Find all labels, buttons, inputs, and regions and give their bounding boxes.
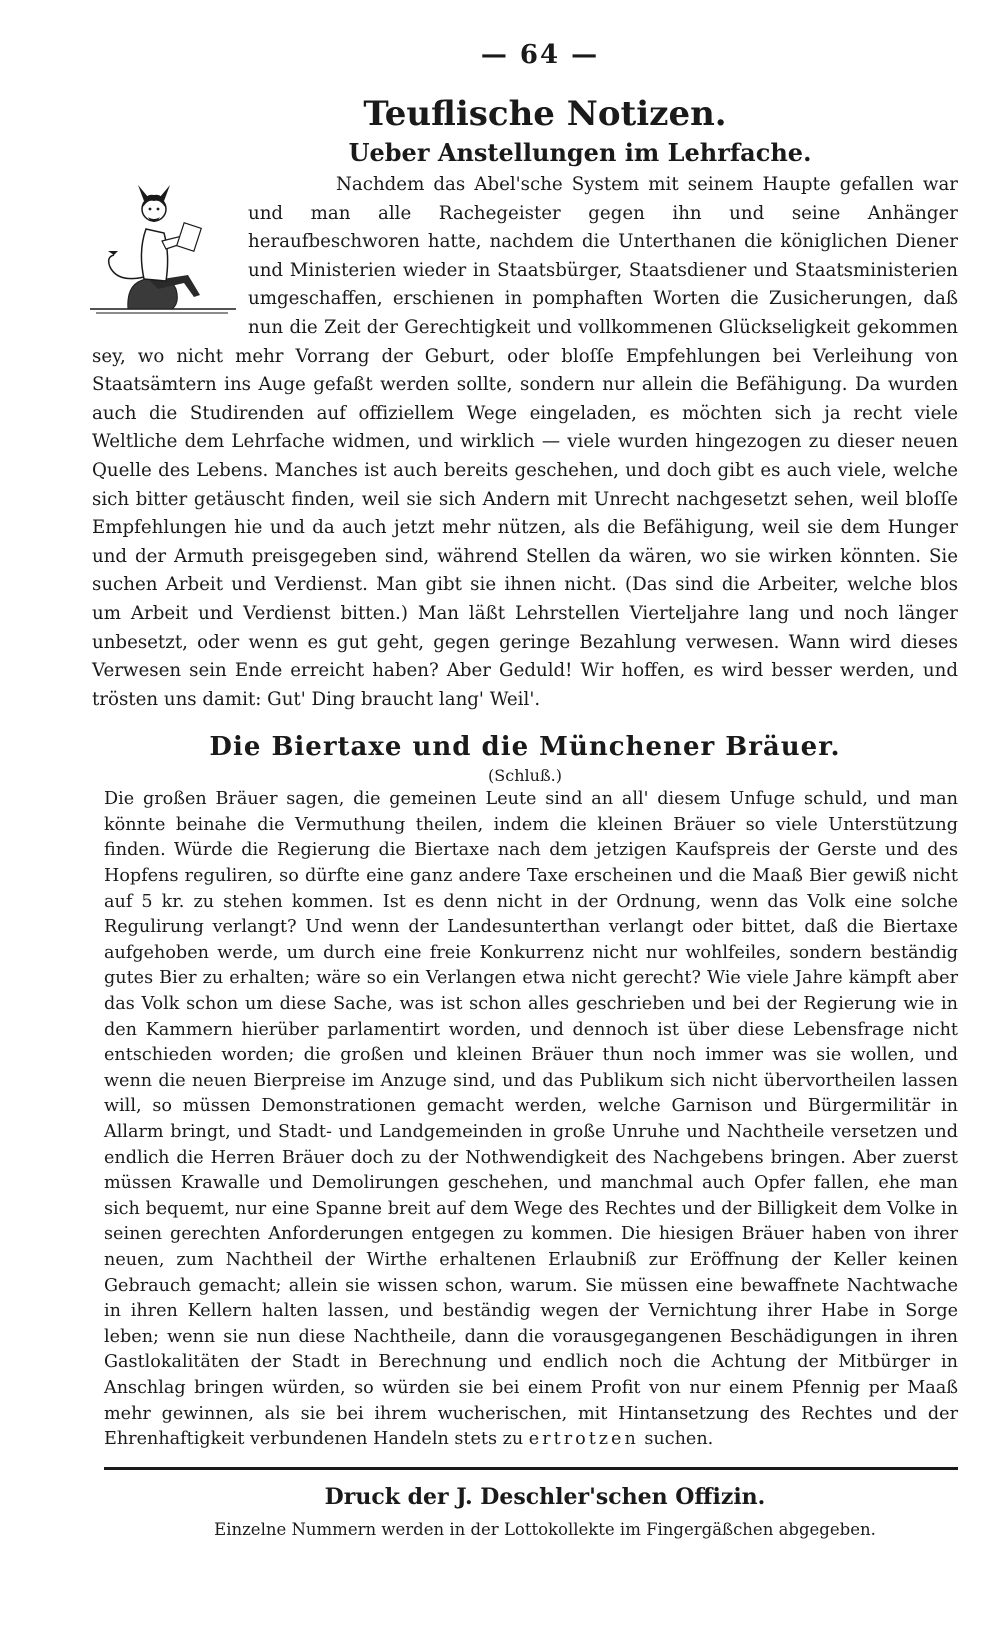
article-body-end: suchen.: [638, 1429, 714, 1450]
article-subtitle: Ueber Anstellungen im Lehrfache.: [348, 138, 812, 167]
article-note: (Schluß.): [488, 766, 562, 786]
devil-illustration: [88, 171, 238, 316]
distribution-notice: Einzelne Nummern werden in der Lottokollekte im Fingergäßchen abgegeben.: [214, 1519, 876, 1539]
section-title: Teuflische Notizen.: [363, 94, 727, 134]
article-body-lead: Die großen Bräuer sagen, die gemeinen Leute sind an all' diesem Unfuge schuld, und man könnte beinahe die Vermuthung theilen, indem die kleinen Bräuer so viele Unterstützung finden. Würde die Regierung die Biertaxe nach dem jetzigen Kaufspreis der Gerste und des Hopfens reguliren, so dürfte eine ganz andere Taxe erscheinen und die Maaß Bier gewiß nicht auf 5 kr. zu stehen kommen. Ist es denn nicht in der Ordnung, wenn das Volk eine solche Regulirung verlangt? Und wenn der Landesunterthan verlangt oder bittet, daß die Biertaxe aufgehoben werde, um durch eine freie Konkurrenz nicht nur wohlfeiles, sondern beständig gutes Bier zu erhalten; wäre so ein Verlangen etwa nicht gerecht? Wie viele Jahre kämpft aber das Volk schon um diese Sache, was ist schon alles geschrieben und bei der Regierung wie in den Kammern hierüber parlamentirt worden, und dennoch ist über diese Lebensfrage nicht entschieden worden; die großen und kleinen Bräuer thun noch immer was sie wollen, und wenn die neuen Bierpreise im Anzuge sind, und das Publikum sich nicht übervortheilen lassen will, so müssen Demonstrationen gemacht werden, welche Garnison und Bürgermilitär in Allarm bringt, und Stadt- und Landgemeinden in große Unruhe und Nachtheile versetzen und endlich die Herren Bräuer doch zu der Nothwendigkeit des Nachgebens bringen. Aber zuerst müssen Krawalle und Demolirungen geschehen, und manchmal auch Opfer fallen, ehe man sich bequemt, nur eine Spanne breit auf dem Wege des Rechtes und der Billigkeit dem Volke in seinen gerechten Anforderungen entgegen zu kommen. Die hiesigen Bräuer haben von ihrer neuen, zum Nachtheil der Wirthe erhaltenen Erlaubniß zur Eröffnung der Keller keinen Gebrauch gemacht; allein sie wissen schon, warum. Sie müssen eine bewaffnete Nachtwache in ihren Kellern halten lassen, und beständig wegen der Vernichtung ihrer Habe in Sorge leben; wenn sie nun diese Nachtheile, dann die vorausgegangenen Beschädigungen in ihren Gastlokalitäten der Stadt in Berechnung und endlich noch die Achtung der Mitbürger in Anschlag bringen würden, so würden sie bei einem Profit von nur einem Pfennig per Maaß mehr gewinnen, als sie bei ihrem wucherischen, mit Hintansetzung des Rechtes und der Ehrenhaftigkeit verbundenen Handeln stets zu: [104, 789, 958, 1450]
imprint: Druck der J. Deschler'schen Offizin.: [324, 1483, 766, 1510]
article-title: Die Biertaxe und die Münchener Bräuer.: [209, 732, 841, 763]
footer-rule: [104, 1467, 958, 1470]
page-number: — 64 —: [480, 40, 600, 70]
article-body-spaced-word: ertrotzen: [528, 1429, 639, 1450]
article-body-second: [92, 787, 958, 1452]
article-body: Nachdem das Abel'sche System mit seinem Haupte gefallen war und man alle Rachegeister gegen ihn und seine Anhänger heraufbeschworen hatte, nachdem die Unterthanen die königlichen Diener und Ministerien wieder in Staatsbürger, Staatsdiener und Staatsministerien umgeschaffen, erschienen in pomphaften Worten die Zusicherungen, daß nun die Zeit der Gerechtigkeit und vollkommenen Glückseligkeit gekommen sey, wo nicht mehr Vorrang der Geburt, oder bloſſe Empfehlungen bei Verleihung von Staatsämtern ins Auge gefaßt werden sollte, sondern nur allein die Befähigung. Da wurden auch die Studirenden auf offiziellem Wege eingeladen, es möchten sich ja recht viele Weltliche dem Lehrfache widmen, und wirklich — viele wurden hingezogen zu dieser neuen Quelle des Lebens. Manches ist auch bereits geschehen, und doch gibt es auch viele, welche sich bitter getäuscht finden, weil sie sich Andern mit Unrecht nachgesetzt sehen, weil bloſſe Empfehlungen hie und da auch jetzt mehr nützen, als die Befähigung, weil sie dem Hunger und der Armuth preisgegeben sind, während Stellen da wären, wo sie wirken könnten. Sie suchen Arbeit und Verdienst. Man gibt sie ihnen nicht. (Das sind die Arbeiter, welche blos um Arbeit und Verdienst bitten.) Man läßt Lehrstellen Vierteljahre lang und noch länger unbesetzt, oder wenn es gut geht, gegen geringe Bezahlung verwesen. Wann wird dieses Verwesen sein Ende erreicht haben? Aber Geduld! Wir hoffen, es wird besser werden, und trösten uns damit: Gut' Ding braucht lang' Weil'.: [92, 174, 958, 710]
